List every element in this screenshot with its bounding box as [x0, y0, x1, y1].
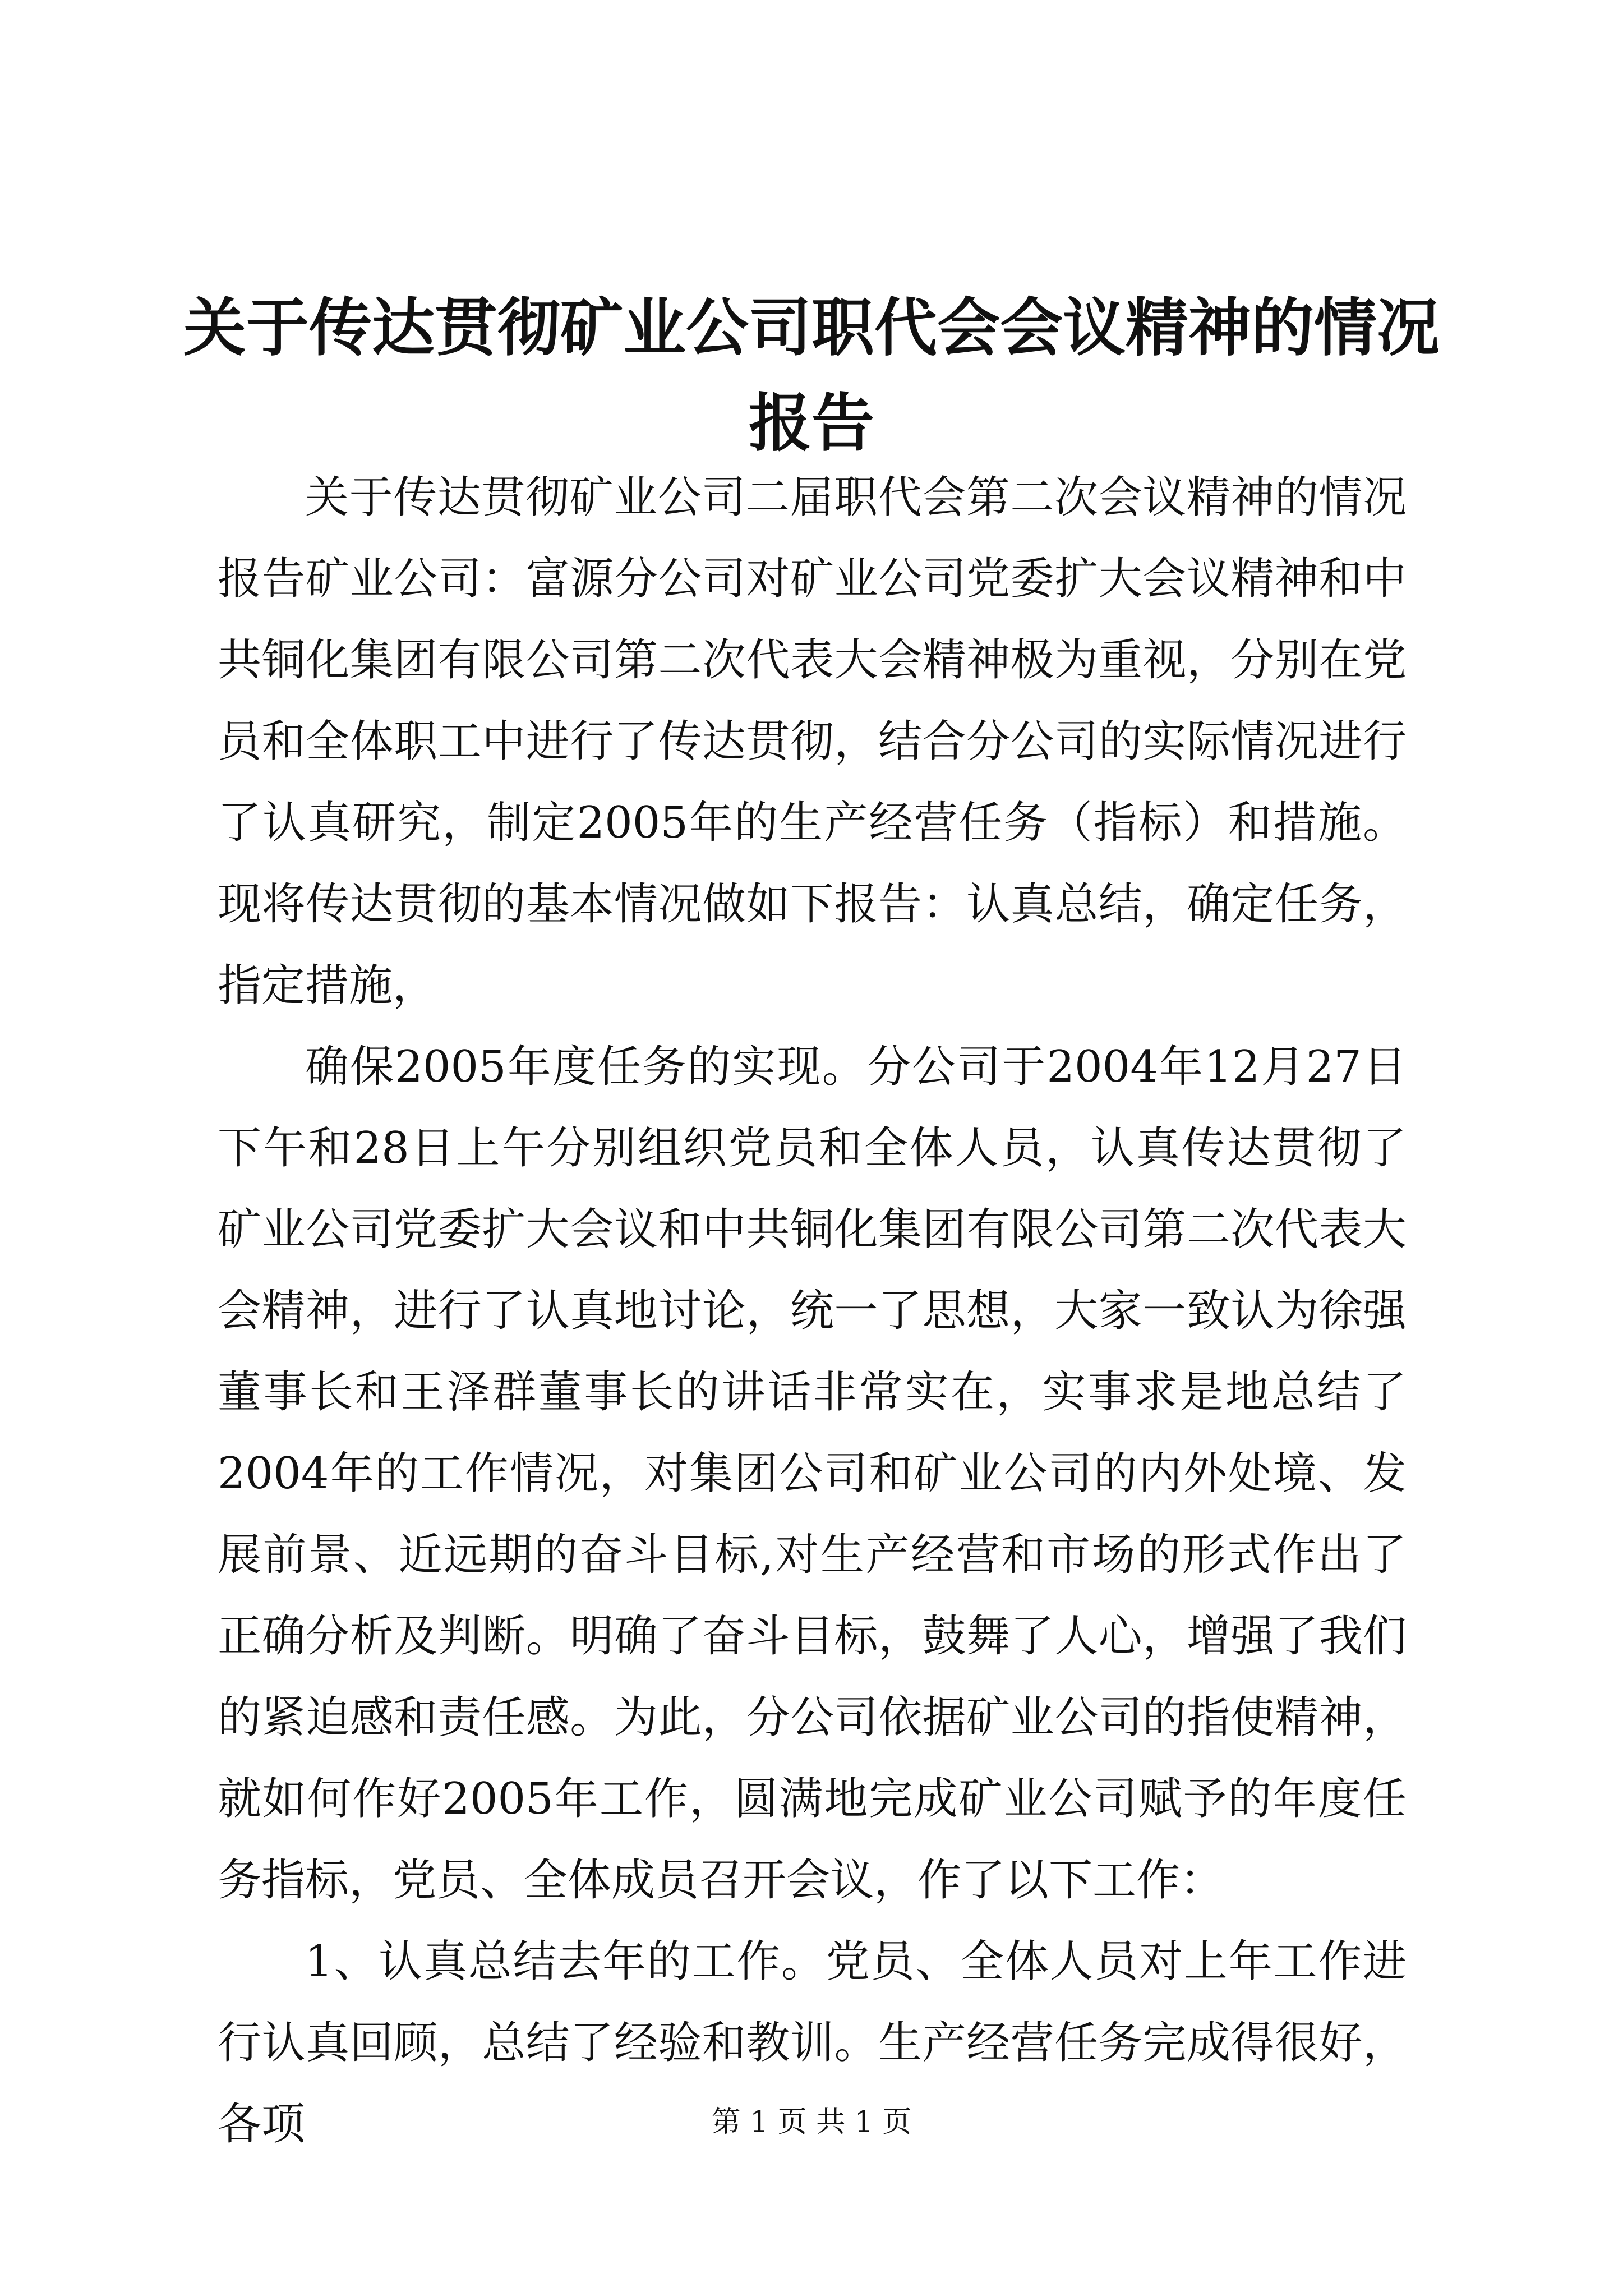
page-footer: 第 1 页 共 1 页 — [711, 2105, 912, 2139]
document-body — [218, 457, 1407, 2165]
paragraph-3: 1、认真总结去年的工作。党员、全体人员对上年工作进行认真回顾，总结了经验和教训。生产经营任务完成得很好，各项 — [218, 1936, 1407, 2150]
paragraph-1: 关于传达贯彻矿业公司二届职代会第二次会议精神的情况报告矿业公司：富源分公司对矿业公司党委扩大会议精神和中共铜化集团有限公司第二次代表大会精神极为重视，分别在党员和全体职工中进行了传达贯彻，结合分公司的实际情况进行了认真研究，制定2005年的生产经营任务（指标）和措施。现将传达贯彻的基本情况做如下报告：认真总结，确定任务，指定措施， — [218, 472, 1407, 1011]
paragraph-2: 确保2005年度任务的实现。分公司于2004年12月27日下午和28日上午分别组织党员和全体人员，认真传达贯彻了矿业公司党委扩大会议和中共铜化集团有限公司第二次代表大会精神，进行了认真地讨论，统一了思想，大家一致认为徐强董事长和王泽群董事长的讲话非常实在，实事求是地总结了2004年的工作情况，对集团公司和矿业公司的内外处境、发展前景、近远期的奋斗目标,对生产经营和市场的形式作出了正确分析及判断。明确了奋斗目标，鼓舞了人心，增强了我们的紧迫感和责任感。为此，分公司依据矿业公司的指使精神，就如何作好2005年工作，圆满地完成矿业公司赋予的年度任务指标，党员、全体成员召开会议，作了以下工作： — [218, 1042, 1407, 1906]
document-title: 关于传达贯彻矿业公司职代会会议精神的情况报告 — [183, 291, 1440, 460]
